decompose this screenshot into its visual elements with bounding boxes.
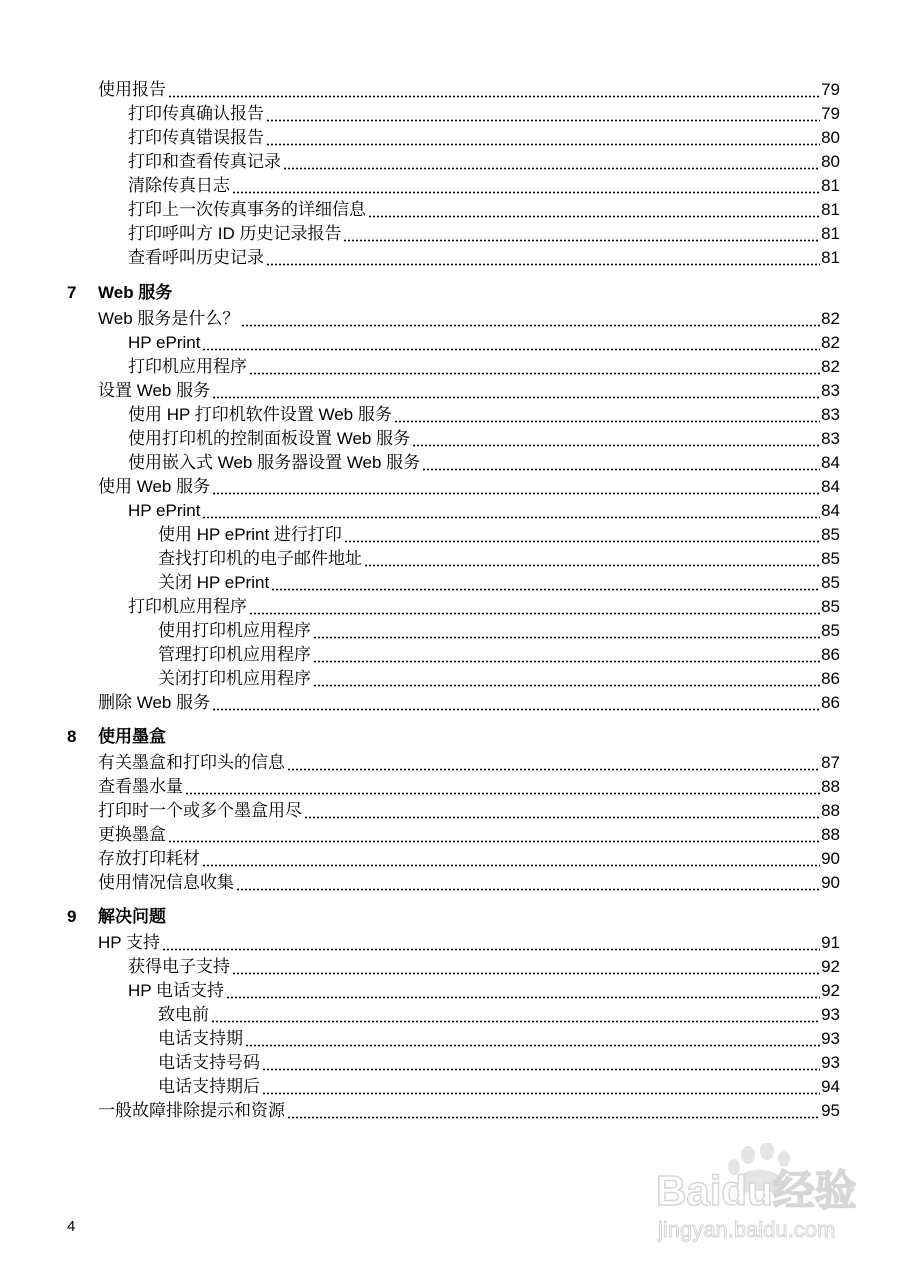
toc-entry[interactable] [0, 666, 840, 690]
toc-entry-page: 90 [821, 873, 840, 892]
toc-entry-page: 85 [821, 621, 840, 640]
toc-entry-page: 90 [821, 849, 840, 868]
dot-leader [249, 593, 820, 615]
toc-entry-page: 95 [821, 1101, 840, 1120]
toc-entry-title: 打印和查看传真记录 [128, 152, 281, 171]
dot-leader [168, 821, 820, 843]
toc-entry[interactable] [0, 594, 840, 618]
toc-entry[interactable] [0, 1074, 840, 1098]
toc-entry[interactable] [0, 1026, 840, 1050]
toc-entry-title: 删除 Web 服务 [98, 693, 211, 712]
dot-leader [287, 749, 820, 771]
dot-leader [287, 1097, 820, 1119]
toc-entry[interactable] [0, 378, 840, 402]
toc-entry-page: 92 [821, 957, 840, 976]
toc-entry-title: 打印传真确认报告 [128, 104, 264, 123]
page-number: 4 [67, 1218, 76, 1235]
dot-leader [262, 1049, 820, 1071]
toc-entry[interactable] [0, 1002, 840, 1026]
toc-entry-title: 打印传真错误报告 [128, 128, 264, 147]
toc-entry-title: 打印呼叫方 ID 历史记录报告 [128, 224, 342, 243]
dot-leader [202, 497, 820, 519]
toc-entry-page: 88 [821, 825, 840, 844]
dot-leader [304, 797, 820, 819]
toc-entry[interactable] [0, 618, 840, 642]
baidu-watermark [652, 1143, 878, 1243]
toc-entry-page: 93 [821, 1029, 840, 1048]
toc-entry-title: 使用 HP 打印机软件设置 Web 服务 [128, 405, 392, 424]
dot-leader [241, 305, 820, 327]
dot-leader [212, 689, 820, 711]
toc-entry-page: 83 [821, 405, 840, 424]
toc-entry-title: 使用报告 [98, 80, 166, 99]
toc-entry[interactable] [0, 306, 840, 330]
dot-leader [232, 172, 820, 194]
toc-entry-page: 84 [821, 453, 840, 472]
toc-entry-title: 有关墨盒和打印头的信息 [98, 753, 285, 772]
chapter-title: 解决问题 [98, 907, 166, 926]
toc-entry[interactable] [0, 822, 840, 846]
toc-entry-title: 使用打印机应用程序 [158, 621, 311, 640]
toc-entry-title: 获得电子支持 [128, 957, 230, 976]
toc-entry-page: 85 [821, 597, 840, 616]
toc-entry-page: 81 [821, 224, 840, 243]
toc-entry-title: 电话支持期后 [158, 1077, 260, 1096]
toc-entry-title: 查看呼叫历史记录 [128, 248, 264, 267]
toc-entry-title: 存放打印耗材 [98, 849, 200, 868]
toc-entry[interactable] [0, 221, 840, 245]
toc-entry[interactable] [0, 498, 840, 522]
chapter-heading-8[interactable] [67, 726, 166, 750]
toc-entry-title: 使用 HP ePrint 进行打印 [158, 525, 342, 544]
dot-leader [313, 665, 820, 687]
toc-entry[interactable] [0, 474, 840, 498]
toc-entry[interactable] [0, 546, 840, 570]
toc-entry-title: HP 支持 [98, 933, 161, 952]
watermark-brand: Baidu经验 [656, 1167, 857, 1214]
toc-entry-title: 设置 Web 服务 [98, 381, 211, 400]
toc-entry-page: 83 [821, 429, 840, 448]
toc-entry[interactable] [0, 77, 840, 101]
toc-entry[interactable] [0, 402, 840, 426]
toc-entry-title: 更换墨盒 [98, 825, 166, 844]
toc-entry-title: 使用情况信息收集 [98, 873, 234, 892]
dot-leader [368, 196, 820, 218]
dot-leader [422, 449, 820, 471]
toc-entry-title: 使用打印机的控制面板设置 Web 服务 [128, 429, 411, 448]
toc-entry[interactable] [0, 197, 840, 221]
chapter-number: 9 [67, 907, 77, 926]
toc-entry-title: 使用嵌入式 Web 服务器设置 Web 服务 [128, 453, 421, 472]
toc-entry[interactable] [0, 1050, 840, 1074]
toc-entry-page: 85 [821, 525, 840, 544]
dot-leader [262, 1073, 820, 1095]
toc-entry-title: 一般故障排除提示和资源 [98, 1101, 285, 1120]
dot-leader [283, 148, 820, 170]
toc-entry-page: 88 [821, 801, 840, 820]
dot-leader [412, 425, 820, 447]
dot-leader [212, 473, 820, 495]
dot-leader [162, 929, 820, 951]
dot-leader [245, 1025, 820, 1047]
toc-entry-page: 84 [821, 477, 840, 496]
toc-entry-page: 93 [821, 1053, 840, 1072]
toc-entry-title: 查看墨水量 [98, 777, 183, 796]
dot-leader [394, 401, 820, 423]
toc-entry-page: 86 [821, 645, 840, 664]
toc-entry-page: 80 [821, 152, 840, 171]
toc-entry-title: 致电前 [158, 1005, 209, 1024]
toc-entry-page: 94 [821, 1077, 840, 1096]
toc-entry[interactable] [0, 522, 840, 546]
toc-entry-page: 83 [821, 381, 840, 400]
dot-leader [313, 617, 820, 639]
toc-entry[interactable] [0, 846, 840, 870]
toc-entry-page: 82 [821, 333, 840, 352]
dot-leader [249, 353, 820, 375]
toc-entry-title: 电话支持号码 [158, 1053, 260, 1072]
toc-entry-title: HP ePrint [128, 333, 201, 352]
toc-entry-page: 91 [821, 933, 840, 952]
toc-entry[interactable] [0, 798, 840, 822]
toc-entry[interactable] [0, 930, 840, 954]
toc-entry-title: 关闭 HP ePrint [158, 573, 270, 592]
toc-entry-page: 84 [821, 501, 840, 520]
toc-entry[interactable] [0, 750, 840, 774]
toc-entry-title: 管理打印机应用程序 [158, 645, 311, 664]
toc-entry-page: 82 [821, 357, 840, 376]
toc-entry[interactable] [0, 354, 840, 378]
toc-entry-page: 81 [821, 176, 840, 195]
toc-entry[interactable] [0, 125, 840, 149]
dot-leader [226, 977, 820, 999]
dot-leader [364, 545, 820, 567]
dot-leader [211, 1001, 820, 1023]
dot-leader [202, 845, 820, 867]
toc-entry-page: 93 [821, 1005, 840, 1024]
dot-leader [343, 220, 820, 242]
toc-entry[interactable] [0, 149, 840, 173]
toc-entry-page: 80 [821, 128, 840, 147]
toc-entry-page: 85 [821, 573, 840, 592]
dot-leader [344, 521, 820, 543]
chapter-heading-9[interactable] [67, 906, 166, 930]
dot-leader [168, 76, 820, 98]
dot-leader [185, 773, 820, 795]
toc-entry[interactable] [0, 245, 840, 269]
toc-entry[interactable] [0, 954, 840, 978]
toc-entry-title: Web 服务是什么？ [98, 309, 240, 328]
toc-entry[interactable] [0, 978, 840, 1002]
dot-leader [212, 377, 820, 399]
toc-entry[interactable] [0, 690, 840, 714]
toc-entry-title: HP 电话支持 [128, 981, 225, 1000]
toc-entry-title: 电话支持期 [158, 1029, 243, 1048]
dot-leader [313, 641, 820, 663]
toc-entry[interactable] [0, 1098, 840, 1122]
chapter-title: 使用墨盒 [98, 727, 166, 746]
toc-entry-page: 87 [821, 753, 840, 772]
toc-entry-page: 82 [821, 309, 840, 328]
dot-leader [266, 244, 820, 266]
toc-entry-title: 清除传真日志 [128, 176, 230, 195]
watermark-url: jingyan.baidu.com [658, 1217, 836, 1242]
toc-entry-title: HP ePrint [128, 501, 201, 520]
dot-leader [271, 569, 820, 591]
toc-entry-title: 打印机应用程序 [128, 597, 247, 616]
toc-entry[interactable] [0, 173, 840, 197]
toc-entry-page: 79 [821, 80, 840, 99]
dot-leader [232, 953, 820, 975]
chapter-number: 8 [67, 727, 77, 746]
dot-leader [236, 869, 820, 891]
toc-entry[interactable] [0, 570, 840, 594]
toc-entry[interactable] [0, 642, 840, 666]
toc-entry-page: 85 [821, 549, 840, 568]
toc-entry-page: 81 [821, 200, 840, 219]
dot-leader [202, 329, 820, 351]
toc-entry[interactable] [0, 870, 840, 894]
toc-entry[interactable] [0, 330, 840, 354]
toc-entry[interactable] [0, 774, 840, 798]
toc-entry-title: 打印时一个或多个墨盒用尽 [98, 801, 302, 820]
chapter-heading-7[interactable] [67, 282, 172, 306]
toc-entry-page: 81 [821, 248, 840, 267]
toc-entry-title: 打印上一次传真事务的详细信息 [128, 200, 366, 219]
chapter-title: Web 服务 [98, 283, 173, 302]
toc-entry[interactable] [0, 426, 840, 450]
toc-entry[interactable] [0, 101, 840, 125]
dot-leader [266, 100, 820, 122]
toc-entry-title: 关闭打印机应用程序 [158, 669, 311, 688]
toc-entry-page: 92 [821, 981, 840, 1000]
toc-entry[interactable] [0, 450, 840, 474]
dot-leader [266, 124, 820, 146]
toc-entry-page: 86 [821, 693, 840, 712]
toc-entry-title: 使用 Web 服务 [98, 477, 211, 496]
toc-entry-title: 打印机应用程序 [128, 357, 247, 376]
toc-entry-title: 查找打印机的电子邮件地址 [158, 549, 362, 568]
toc-entry-page: 86 [821, 669, 840, 688]
toc-entry-page: 88 [821, 777, 840, 796]
toc-entry-page: 79 [821, 104, 840, 123]
chapter-number: 7 [67, 283, 77, 302]
